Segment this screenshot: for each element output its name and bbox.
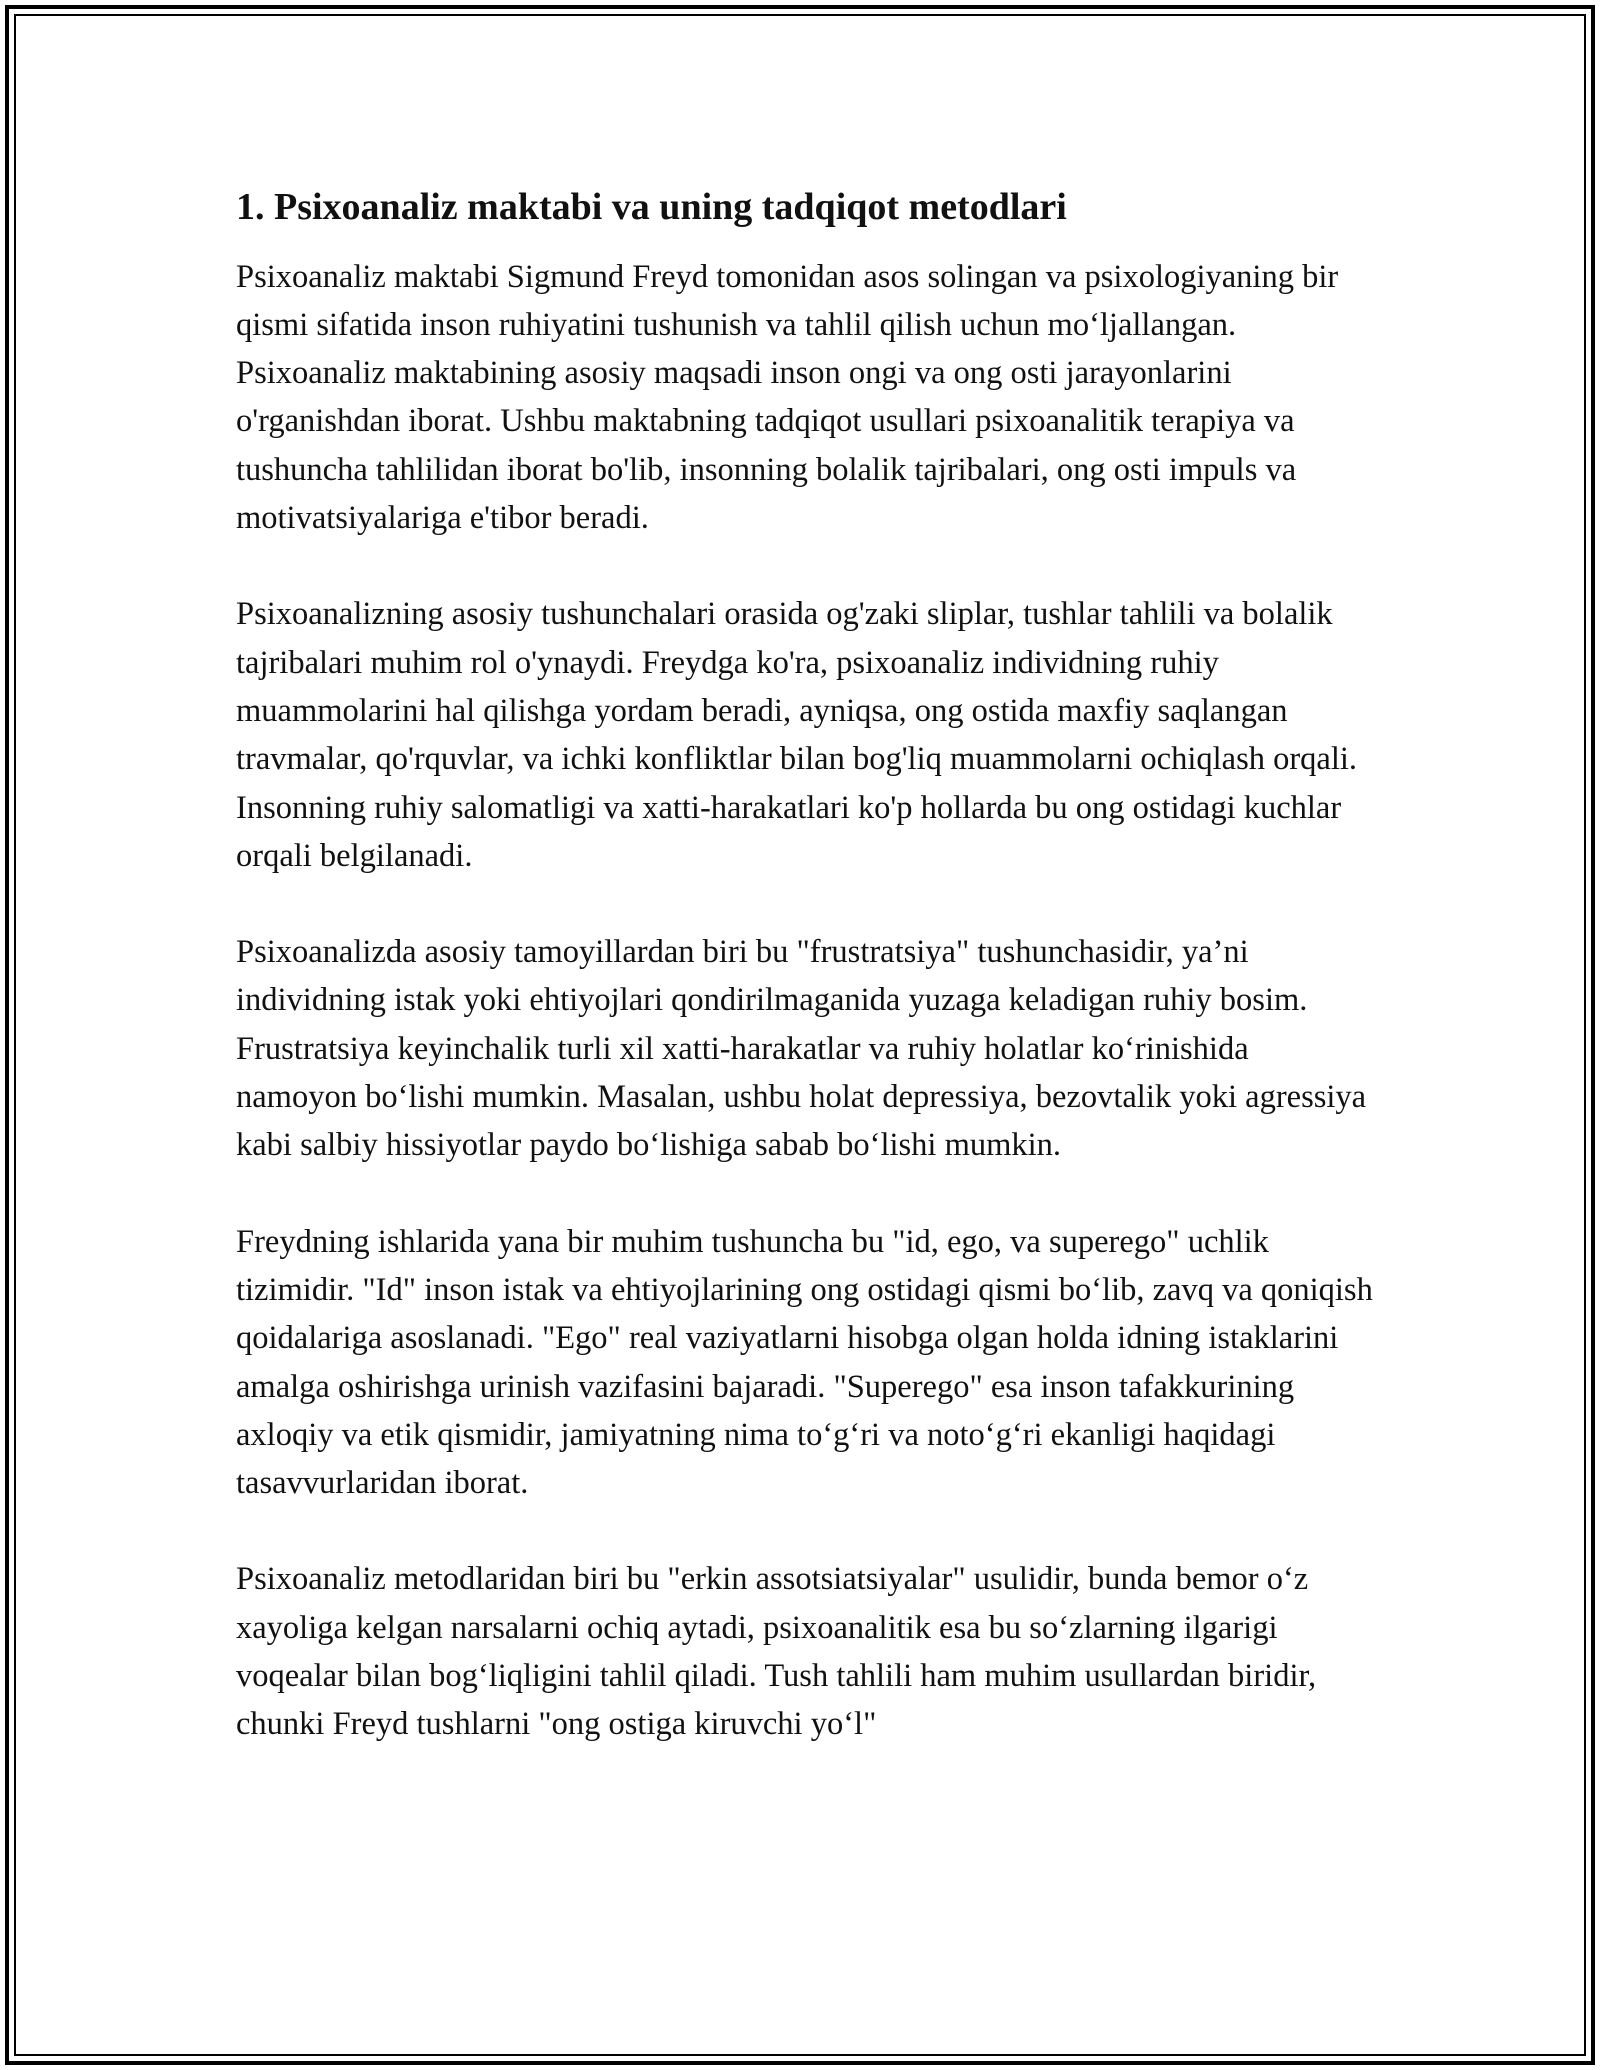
document-body — [236, 185, 1376, 1797]
paragraph-4: Freydning ishlarida yana bir muhim tushuncha bu "id, ego, va superego" uchlik tizimidir. "Id" inson istak va ehtiyojlarining ong ostidagi qismi bo‘lib, zavq va qoniqish qoidalariga asoslanadi. "Ego" real vaziyatlarni hisobga olgan holda idning istaklarini amalga oshirishga urinish vazifasini bajaradi. "Superego" esa inson tafakkurining axloqiy va etik qismidir, jamiyatning nima to‘g‘ri va noto‘g‘ri ekanligi haqidagi tasavvurlaridan iborat. — [236, 1223, 1373, 1502]
paragraph-5: Psixoanaliz metodlaridan biri bu "erkin assotsiatsiyalar" usulidir, bunda bemor o‘z xayoliga kelgan narsalarni ochiq aytadi, psixoanalitik esa bu so‘zlarning ilgarigi voqealar bilan bog‘liqligini tahlil qiladi. Tush tahlili ham muhim usullardan biridir, chunki Freyd tushlarni "ong ostiga kiruvchi yo‘l" — [236, 1561, 1317, 1743]
section-heading: 1. Psixoanaliz maktabi va uning tadqiqot metodlari — [236, 186, 1067, 228]
paragraph-2: Psixoanalizning asosiy tushunchalari orasida og'zaki sliplar, tushlar tahlili va bolalik tajribalari muhim rol o'ynaydi. Freydga ko'ra, psixoanaliz individning ruhiy muammolarini hal qilishga yordam beradi, ayniqsa, ong ostida maxfiy saqlangan travmalar, qo'rquvlar, va ichki konfliktlar bilan bog'liq muammolarni ochiqlash orqali. Insonning ruhiy salomatligi va xatti-harakatlari ko'p hollarda bu ong ostidagi kuchlar orqali belgilanadi. — [236, 596, 1358, 874]
paragraph-1: Psixoanaliz maktabi Sigmund Freyd tomonidan asos solingan va psixologiyaning bir qismi sifatida inson ruhiyatini tushunish va tahlil qilish uchun mo‘ljallangan. Psixoanaliz maktabining asosiy maqsadi inson ongi va ong osti jarayonlarini o'rganishdan iborat. Ushbu maktabning tadqiqot usullari psixoanalitik terapiya va tushuncha tahlilidan iborat bo'lib, insonning bolalik tajribalari, ong osti impuls va motivatsiyalariga e'tibor beradi. — [236, 258, 1339, 537]
paragraph-3: Psixoanalizda asosiy tamoyillardan biri bu "frustratsiya" tushunchasidir, ya’ni individning istak yoki ehtiyojlari qondirilmaganida yuzaga keladigan ruhiy bosim. Frustratsiya keyinchalik turli xil xatti-harakatlar va ruhiy holatlar ko‘rinishida namoyon bo‘lishi mumkin. Masalan, ushbu holat depressiya, bezovtalik yoki agressiya kabi salbiy hissiyotlar paydo bo‘lishiga sabab bo‘lishi mumkin. — [236, 934, 1367, 1164]
